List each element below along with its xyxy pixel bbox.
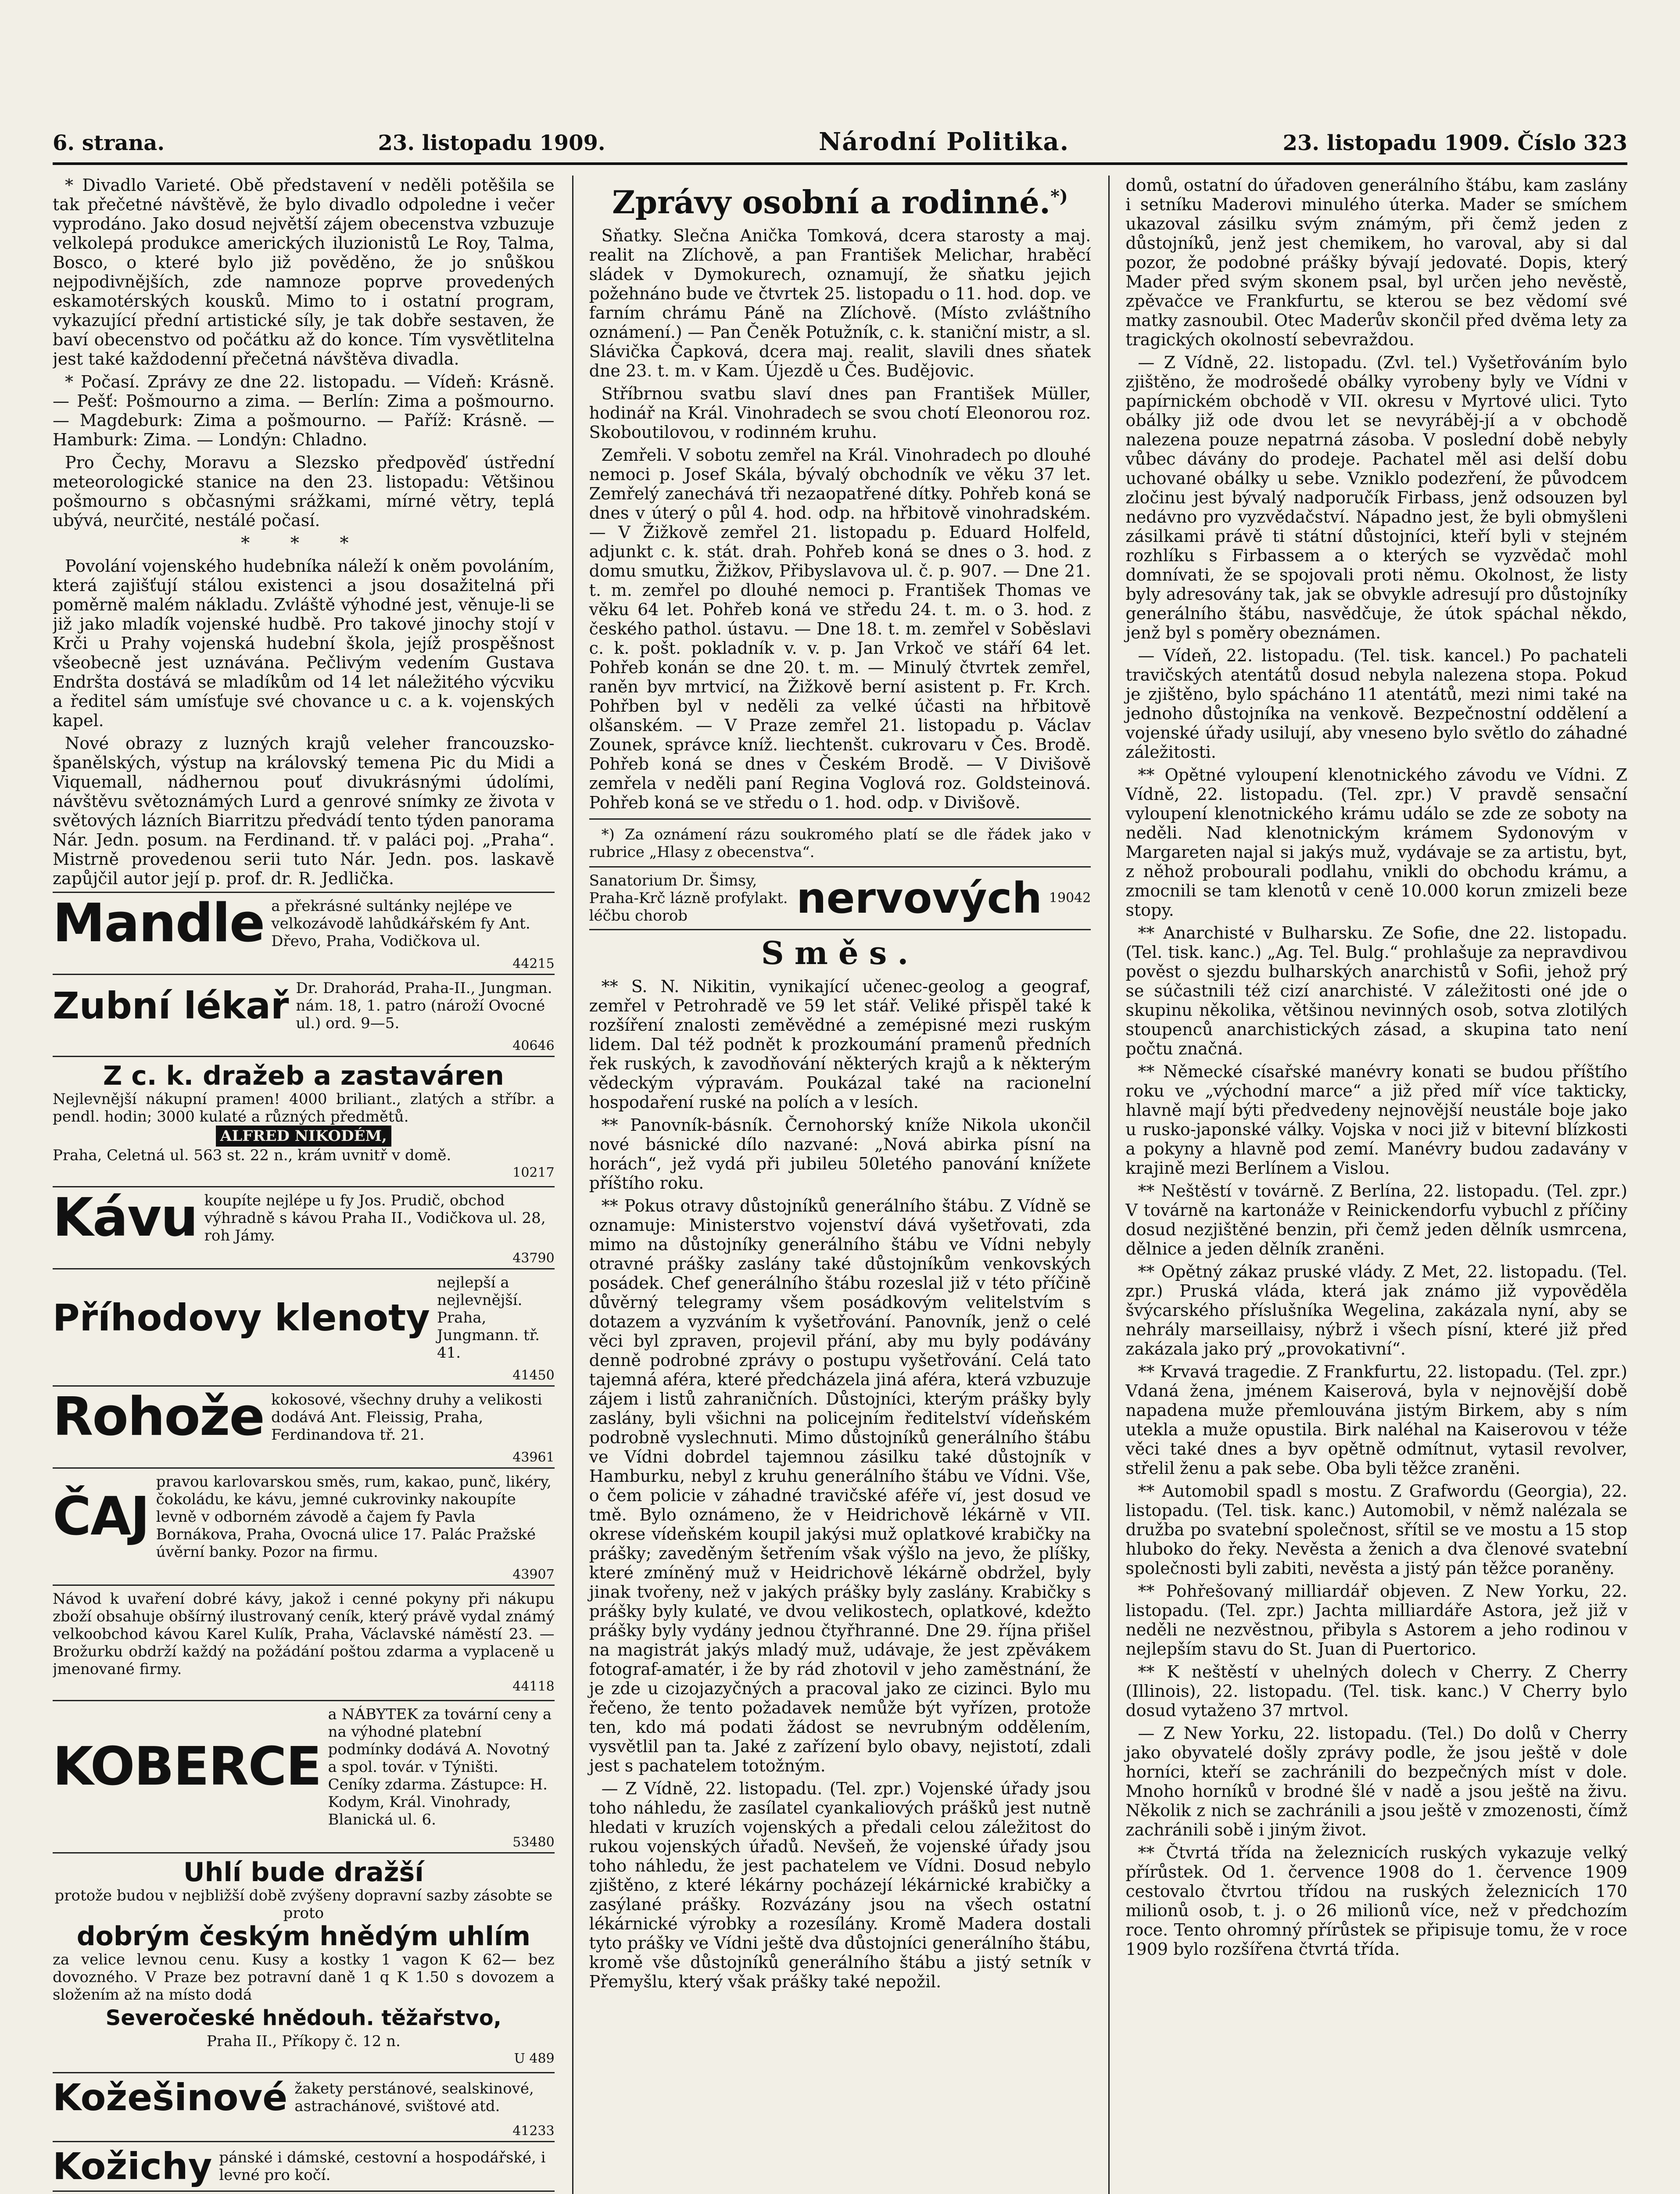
article-anarchiste: ** Anarchisté v Bulharsku. Ze Sofie, dne 22. listopadu. (Tel. tisk. kanc.) „Ag. Tel. Bulg.“ prohlašuje za nepravdivou pověst o sjezdu bulharských anarchistů v Sofii, jehož prý se súčastnili též cizí anarchisté. V záležitosti oné jde o skupinu několika, většinou nevinných osob, sotva zlotilých stoupenců anarchistických zásad, a skupina tato není počtu značná.: [1125, 923, 1628, 1058]
article-predpoved: Pro Čechy, Moravu a Slezsko předpověď ústřední meteorologické stanice na den 23. listopadu: Většinou pošmourno s občasnými srážkami, mírné větry, teplá ubývá, neurčité, nestálé počasí.: [53, 453, 555, 530]
column-2: [572, 176, 1091, 2194]
ad-uhli-heading: Uhlí bude dražší: [183, 1857, 424, 1888]
article-pachatel: — Vídeň, 22. listopadu. (Tel. tisk. kancel.) Po pachateli travičských atentátů dosud nebyla nalezena stopa. Pokud je zjištěno, bylo spácháno 11 atentátů, mezi nimi také na jednoho důstojníka na venkově. Bezpečnostní oddělení a vojenské úřady usilují, aby vneseno bylo světlo do záhadné záležitosti.: [1125, 646, 1628, 762]
ad-drazby-address: Praha, Celetná ul. 563 st. 22 n., krám uvnitř v domě.: [53, 1147, 451, 1164]
ad-sanatorium: [589, 866, 1091, 930]
column-1: [53, 176, 555, 2194]
ad-rohoze-text: kokosové, všechny druhy a velikosti dodává Ant. Fleissig, Praha, Ferdinandova tř. 21.: [271, 1391, 542, 1444]
article-pocasi: * Počasí. Zprávy ze dne 22. listopadu. — Vídeň: Krásně. — Pešť: Pošmourno a zima. — Berlín: Zima a pošmourno. — Magdeburk: Zima a pošmourno. — Paříž: Krásně. — Hamburk: Zima. — Londýn: Chladno.: [53, 372, 555, 449]
article-panovnik-basnik: ** Panovník-básník. Černohorský kníže Nikola ukončil nové básnické dílo nazvané: „Nová abirka písní na horách“, jež vydá při jubileu 50letého panování knížete příštího roku.: [589, 1115, 1091, 1193]
article-zemreli: Zemřeli. V sobotu zemřel na Král. Vinohradech po dlouhé nemoci p. Josef Skála, bývalý obchodník ve věku 37 let. Zemřelý zanechává tři nezaopatřené dítky. Pohřeb koná se dnes v úterý o půl 4. hod. odp. na hřbitově vinohradském. — V Žižkově zemřel 21. listopadu p. Eduard Holfeld, adjunkt c. k. stát. drah. Pohřeb koná se dnes o 3. hod. z domu smutku, Žižkov, Přibyslavova ul. č. p. 907. — Dne 21. t. m. zemřel po dlouhé nemoci p. František Thomas ve věku 64 let. Pohřeb koná ve středu 24. t. m. o 3. hod. z českého pathol. ústavu. — Dne 18. t. m. zemřel v Soběslavi c. k. pošt. pokladník v. v. p. Jan Vrkoč ve stáří 64 let. Pohřeb konán se dne 20. t. m. — Minulý čtvrtek zemřel, raněn byv mrtvicí, na Žižkově berní asistent p. Fr. Krch. Pohřben byl v neděli za velké účasti na hřbitově olšanském. — V Praze zemřel 21. listopadu p. Václav Zounek, správce kníž. liechtenšt. cukrovaru v Čes. Brodě. Pohřeb koná se dnes v Českém Brodě. — V Divišově zemřela v neděli paní Regina Voglová roz. Goldsteinová. Pohřeb koná se ve středu o 1. hod. odp. v Divišově.: [589, 445, 1091, 812]
ad-drazby-heading: Z c. k. dražeb a zastaváren: [103, 1061, 504, 1091]
article-ctvrta-trida: ** Čtvrtá třída na železnicích ruských vykazuje velký přírůstek. Od 1. července 1908 do 1. července 1909 cestovalo čtvrtou třídou na ruských železnicích 170 milionů osob, t. j. o 26 milionů více, než v předchozím roce. Tento ohromný přírůstek se připisuje tomu, že v roce 1909 bylo rozšířena čtvrtá třída.: [1125, 1843, 1628, 1959]
divider: [589, 818, 1091, 820]
article-milliardar: ** Pohřešovaný milliardář objeven. Z New Yorku, 22. listopadu. (Tel. zpr.) Jachta milliardáře Astora, jež již v neděli ne nezvěstnou, přibyla s Astorem a jeho rodinou v nejlepším stavu do St. Juan di Puertorico.: [1125, 1581, 1628, 1659]
ad-zubni-text: Dr. Drahorád, Praha-II., Jungman. nám. 18, 1. patro (nároží Ovocné ul.) ord. 9—5.: [296, 979, 552, 1032]
ad-kavu-text: koupíte nejlépe u fy Jos. Prudič, obchod výhradně s kávou Praha II., Vodičkova ul. 28, roh Jámy.: [204, 1192, 546, 1244]
ad-caj-title: ČAJ: [53, 1486, 149, 1547]
article-divadlo: * Divadlo Varieté. Obě představení v neděli potěšila se tak přečetné návštěvě, že bylo divadlo odpoledne i večer vyprodáno. Jako dosud největší zájem obecenstva vzbuzuje velkolepá produkce amerických iluzionistů Le Roy, Talma, Bosco, o které bylo již pověděno, že jo snůškou nejpodivnějších, zde namnoze poprve provedených eskamotérských kousků. Mimo to i ostatní program, vykazující přední artistické síly, je tak dobře sestaven, že baví obecenstvo od počátku až do konce. Tím vysvětlitelna jest také každodenní přečetná návštěva divadla.: [53, 176, 555, 369]
ad-kavu-title: Kávu: [53, 1187, 197, 1248]
ad-rohoze-title: Rohože: [53, 1387, 264, 1448]
ad-drazby-text: Nejlevnější nákupní pramen! 4000 briliant., zlatých a stříbr. a pendl. hodin; 3000 kulaté a různých předmětů.: [53, 1090, 555, 1126]
article-otrava-viden: — Z Vídně, 22. listopadu. (Tel. zpr.) Vojenské úřady jsou toho náhledu, že zasílatel cyankaliových prášků jest nutně hledati v kruzích vojenských a předali celou záležitost do rukou vojenských úřadů. Nevšeň, že vojenské úřady jsou toho náhledu, že jest pachatelem ve Vídni. Dosud nebylo zjištěno, z které lékárny pocházejí lékárnické krabičky a zasýlané prášky. Rozvázány jsou na všech ostatní lékárnické výrobky a rozesílány. Kromě Madera dostali tyto prášky ve Vídni ještě dva důstojníci generálního štábu, kromě vše důstojníků generálního štábu a jistý setník v Přemyšlu, který však prášky také nepožil.: [589, 1779, 1091, 1991]
newspaper-title: Národní Politika.: [818, 127, 1070, 156]
ad-kozichy-text: pánské i dámské, cestovní a hospodářské, i levné pro kočí.: [219, 2149, 546, 2184]
ad-koberce-title: KOBERCE: [53, 1736, 321, 1797]
column-3: [1108, 176, 1627, 2194]
ad-kavu: [53, 1186, 555, 1249]
ad-uhli-firm: Severočeské hnědouh. těžařstvo,: [105, 2006, 501, 2030]
columns: [53, 176, 1627, 2194]
ad-kozesiny: [53, 2190, 555, 2194]
ad-klenoty-text: nejlepší a nejlevnější. Praha, Jungmann. tř. 41.: [437, 1274, 540, 1362]
ad-kavu-number: 43790: [512, 1251, 555, 1266]
article-hudebnik: Povolání vojenského hudebníka náleží k oněm povoláním, která zajišťují stálou existenci a jsou dosažitelná při poměrně malém nákladu. Zvláště výhodné jest, věnuje-li se již jako mladík vojenské hudbě. Pro takové jinochy stojí v Krči u Prahy vojenská hudební škola, jejíž prospěšnost všeobecně jest uznávána. Pečlivým vedením Gustava Endršta dostává se mladíkům od 14 let náležitého výcviku a ředitel sám umísťuje své chovance u c. a k. vojenských kapel.: [53, 556, 555, 730]
ad-caj: [53, 1467, 555, 1565]
article-cherry: ** K neštěstí v uhelných dolech v Cherry. Z Cherry (Illinois), 22. listopadu. (Tel. tisk. kanc.) V Cherry bylo dosud vytaženo 37 mrtvol.: [1125, 1662, 1628, 1720]
ad-uhli: [53, 1852, 555, 2072]
ad-sanatorium-number: 19042: [1049, 890, 1091, 906]
ad-koberce-text: a NÁBYTEK za tovární ceny a na výhodné platební podmínky dodává A. Novotný a spol. továr. v Týništi. Ceníky zdarma. Zástupce: H. Kodym, Král. Vinohrady, Blanická ul. 6.: [328, 1706, 552, 1828]
ad-rohoze: [53, 1385, 555, 1448]
ad-uhli-number: U 489: [514, 2051, 555, 2066]
section-heading-osobni: [589, 179, 1091, 220]
ad-kozichy-title: Kožichy: [53, 2145, 212, 2188]
ad-sanatorium-text: Sanatorium Dr. Šimsy, Praha-Krč lázně profylakt. léčbu chorob: [589, 872, 788, 925]
ad-koberce: [53, 1700, 555, 1833]
ad-drazby-number: 10217: [512, 1165, 555, 1180]
section-heading-osobni-mark: *): [1050, 186, 1068, 207]
article-otrava: ** Pokus otravy důstojníků generálního štábu. Z Vídně se oznamuje: Ministerstvo vojenství dává vyšetřovati, zda mimo na důstojníky generálního štábu ve Vídni nebyly otravné prášky zaslány také důstojníkům venkovských posádek. Chef generálního štábu rozeslal již v této příčině důvěrný telegramy všem posádkovým velitelstvím s dotazem a vyzváním k vyšetřování. Panovník, jenž o celé věci byl zpraven, projevil přání, aby mu byly podávány denně podrobné zprávy o postupu vyšetřování. Celá tato tajemná aféra, které předcházela jiná aféra, která vzbuzuje zájem i listů zahraničních. Důstojníci, kterým prášky byly zaslány, byli všichni na policejním ředitelství vídeňském podrobně vyslechnuti. Mimo důstojníků generálního štábu ve Vídni dobrdel tajemnou zásilku také důstojník v Hamburku, nebyl z kruhu generálního štábu ve Vídni. Vše, o čem policie v záhadné travičské aféře ví, jest dosud ve tmě. Bylo oznámeno, že v Heidrichově lékárně v VII. okrese vídeňském koupil jakýsi muž oplatkové krabičky na prášky; zaveděným šetřením však výšlo na jevo, že plíšky, které zmíněný muž v Heidrichově lékárně obdržel, byly jinak tvořeny, než v jakých prášky byly zaslány. Krabičky s prášky byly kulaté, ve dvou velikostech, oplatkové, kdežto prášky byly vydány jednou čtyřhranné. Dne 29. října přišel na magistrát jakýs mladý muž, udávaje, že jest zpěvákem fotograf-amatér, i že by rád zhotovil v jeho zaměstnání, že je zde u cizojazyčných a pracoval jako ze cizinci. Bylo mu řečeno, že tento požadavek nemůže být vyřízen, protože ten, kdo má podati žádost se nevrubným oddělením, vysvětlil pan ta. Jaké z zařízení bylo obavy, nejistotí, zdali jest s pachatelem totožným.: [589, 1196, 1091, 1775]
ad-kozichy: [53, 2141, 555, 2190]
article-cherry-newyork: — Z New Yorku, 22. listopadu. (Tel.) Do dolů v Cherry jako obyvatelé došly zprávy podle, že jsou ještě v dole horníci, kteří se zachránili do bezpečných míst v dole. Mnoho horníků v brodné šlé v nadě a jsou ještě na živu. Několik z nich se zachránili a jsou ještě v zmozenosti, čímž zachránili sobě i jiným život.: [1125, 1724, 1628, 1839]
ad-mandle-text: a překrásné sultánky nejlépe ve velkozávodě lahůdkářském fy Ant. Dřevo, Praha, Vodičkova ul.: [271, 897, 530, 950]
ad-zubni-number: 40646: [512, 1038, 555, 1054]
ad-kozesinove: [53, 2072, 555, 2122]
article-nikitin: ** S. N. Nikitin, vynikající učenec-geolog a geograf, zemřel v Petrohradě ve 59 let stář. Veliké přispěl také k rozšíření znalosti zeměvědné a zemépisné mezi ruským lidem. Dal též podnět k prozkoumání pramenů předních řek ruských, k zavodňování některých krajů a k některým vědeckým výpravám. Poukázal také na racionelní hospodaření ruské na polích a v lesích.: [589, 977, 1091, 1112]
masthead: [53, 127, 1627, 165]
ad-caj-text: pravou karlovarskou směs, rum, kakao, punč, likéry, čokoládu, ke kávu, jemné cukrovinky nakoupíte levně v odborném závodě a čajem fy Pavla Bornákova, Praha, Ovocná ulice 17. Palác Pražské úvěrní banky. Pozor na firmu.: [156, 1473, 552, 1561]
ad-mandle-title: Mandle: [53, 893, 265, 954]
page-number: 6. strana.: [53, 131, 165, 155]
issue-date-left: 23. listopadu 1909.: [378, 131, 605, 155]
article-panorama: Nové obrazy z luzných krajů veleher francouzsko-španělských, výstup na královský temena Pic du Midi a Viquemall, nádhernou pouť divukrásnými údolími, návštěvu světoznámých Lurd a genrové snímky ze života v světových lázních Biarritzu předvádí tento týden panorama Nár. Jedn. posum. na Ferdinand. tř. v paláci poj. „Praha“. Mistrně provedenou serii tuto Nár. Jedn. pos. laskavě zapůjčil autor její p. prof. dr. R. Jedlička.: [53, 734, 555, 888]
ad-rohoze-number: 43961: [512, 1450, 555, 1465]
ornament-divider: * * *: [241, 533, 366, 553]
ad-mandle-number: 44215: [512, 956, 555, 972]
issue-date-right: 23. listopadu 1909. Číslo 323: [1282, 131, 1627, 155]
article-tragedie: ** Krvavá tragedie. Z Frankfurtu, 22. listopadu. (Tel. zpr.) Vdaná žena, jménem Kaiserová, byla v nejnovější době napadena muže přemlouvána jistým Birkem, aby s ním utekla a muže opustila. Birk naléhal na Kaiserovou v téže věci také dnes a byv opětně odmítnut, vytasil revolver, střelil ženu a pak sebe. Oba byli těžce zraněni.: [1125, 1362, 1628, 1478]
ad-kavy-navod: [53, 1585, 555, 1700]
article-manevry: ** Německé císařské manévry konati se budou příštího roku ve „východní marce“ a již před míř více takticky, hlavně mají býti předvedeny nejnovější neustále boje jako u rusko-japonské války. Vojska v noci již v bitevní blízkosti a pokyny a hlavně pod zemí. Manévry budou zadavány v krajině mezi Berlínem a Vislou.: [1125, 1062, 1628, 1178]
ad-klenoty-number: 41450: [512, 1368, 555, 1383]
article-obalky: — Z Vídně, 22. listopadu. (Zvl. tel.) Vyšetřováním bylo zjištěno, že modrošedé obálky vyrobeny byly ve Vídni v papírnickém obchodě v VII. okresu v Myrtové ulici. Tyto obálky již ode dvou let se nevyráběj-jí a v obchodě nalezena pouze nepatrná zásoba. V poslední době nebyly vůbec dávány do prodeje. Pachatel měl asi delší dobu uchované obálky u sebe. Vzniklo podezření, že původcem zločinu jest bývalý nadporučík Firbass, jenž odsouzen byl nedávno pro vyzvědačství. Nápadno jest, že byli obmyšleni zásilkami právě ti státní důstojníci, kteří byli v stejném rozhlíku s Firbassem a o kterých se vyzvědač mohl domnívati, že se spojovali proti němu. Okolnost, že listy byly adresovány tak, jak se obvykle adresují pro důstojníky generálního štábu, nasvědčuje, že útok spáchal někdo, jenž byl s poměry obeznámen.: [1125, 353, 1628, 642]
ad-mandle: [53, 892, 555, 954]
section-heading-osobni-text: Zprávy osobní a rodinné.: [612, 183, 1051, 221]
ad-sanatorium-title: nervových: [796, 874, 1042, 923]
article-nestesti-tovarna: ** Neštěstí v továrně. Z Berlína, 22. listopadu. (Tel. zpr.) V továrně na kartonáže v Reinickendorfu vybuchl z příčiny dosud nezjištěné benzin, při čemž jeden dělník usmrcena, dělnice a jeden dělník zraněni.: [1125, 1181, 1628, 1258]
ad-drazby: [53, 1056, 555, 1186]
ad-uhli-heading2: dobrým českým hnědým uhlím: [76, 1921, 530, 1952]
ad-uhli-line1: protože budou v nejbližší době zvýšeny dopravní sazby zásobte se proto: [54, 1887, 553, 1922]
ad-kozesinove-number: 41233: [512, 2123, 555, 2139]
ad-caj-number: 43907: [512, 1567, 555, 1582]
ad-klenoty: [53, 1268, 555, 1366]
ad-kozesinove-text: žakety perstánové, sealskinové, astrachánové, svištové atd.: [294, 2080, 534, 2115]
ad-zubni-lekar: [53, 974, 555, 1036]
ad-uhli-address: Praha II., Příkopy č. 12 n.: [206, 2033, 401, 2050]
article-continued: domů, ostatní do úřadoven generálního štábu, kam zaslány i setníku Maderovi minulého úterka. Mader se smíchem ukazoval zásilku svým známým, při čemž jeden z důstojníků, jenž jest chemikem, ho varoval, aby si dal pozor, že podobné prášky bývají jedovaté. Dopis, který Mader před svým skonem psal, byl určen jeho nevěstě, zpěvačce ve Frankfurtu, se kterou se bez vědomí své matky zasnoubil. Otec Maderův skončil před dvěma lety za tragických okolností sebevraždou.: [1125, 176, 1628, 349]
ad-uhli-text: za velice levnou cenu. Kusy a kostky 1 vagon K 62— bez dovozného. V Praze bez potravní daně 1 q K 1.50 s dovozem a složením až na místo dodá: [53, 1951, 555, 2004]
article-stribrna-svatba: Stříbrnou svatbu slaví dnes pan František Müller, hodinář na Král. Vinohradech se svou chotí Eleonorou roz. Skoboutilovou, v rodinném kruhu.: [589, 384, 1091, 442]
article-zakaz: ** Opětný zákaz pruské vlády. Z Met, 22. listopadu. (Tel. zpr.) Pruská vláda, která jak známo již vypověděla švýcarského příslušníka Wegelina, zakázala nyní, aby se nehrály marseillaisy, nýbrž i všech písní, které již před zakázala jako prý „provokativní“.: [1125, 1262, 1628, 1359]
ad-kavy-text: Návod k uvaření dobré kávy, jakož i cenné pokyny při nákupu zboží obsahuje obšírný ilustrovaný ceník, který právě vydal známý velkoobchod kávou Karel Kulík, Praha, Václavské náměstí 23. — Brožurku obdrží každý na požádání poštou zdarma a vyplaceně u jmenované firmy.: [53, 1590, 555, 1678]
ad-kavy-number: 44118: [512, 1679, 555, 1694]
footnote: *) Za oznámení rázu soukromého platí se dle řádek jako v rubrice „Hlasy z obecenstva“.: [589, 826, 1091, 861]
section-heading-smes: Směs.: [761, 934, 919, 972]
article-vyloupeni: ** Opětné vyloupení klenotnického závodu ve Vídni. Z Vídně, 22. listopadu. (Tel. zpr.) V pravdě sensační vyloupení klenotnického krámu událo se zde ze soboty na neděli. Nad klenotnickým krámem Sydonovým v Margareten najal si jakýs muž, vydávaje se za artistu, byt, z něhož probourali podlahu, vnikli do obchodu krámu, a zmocnili se tam klenotů v ceně 10.000 korun zmizeli beze stopy.: [1125, 765, 1628, 920]
article-snatky: Sňatky. Slečna Anička Tomková, dcera starosty a maj. realit na Zlíchově, a pan František Melichar, hraběcí sládek v Dymokurech, oznamují, že sňatku jejich požehnáno bude ve čtvrtek 25. listopadu o 11. hod. dop. ve farním chrámu Páně na Zlíchově. (Místo zvláštního oznámení.) — Pan Čeněk Potužník, c. k. staniční mistr, a sl. Slávička Čapková, dcera maj. realit, slavili dnes sňatek dne 23. t. m. v Kam. Újezdě u Čes. Budějovic.: [589, 226, 1091, 380]
ad-kozesinove-title: Kožešinové: [53, 2076, 288, 2119]
ad-drazby-name: ALFRED NIKODÉM,: [216, 1126, 391, 1147]
ad-zubni-title: Zubní lékař: [53, 984, 289, 1027]
ad-klenoty-title: Příhodovy klenoty: [53, 1296, 430, 1339]
ad-koberce-number: 53480: [512, 1835, 555, 1850]
article-automobil: ** Automobil spadl s mostu. Z Grafwordu (Georgia), 22. listopadu. (Tel. tisk. kanc.) Automobil, v němž nalézala se družba po svatební společnost, sřítil se ve mostu a 15 stop hluboko do řeky. Nevěsta a ženich a dva členové svatební společnosti byli zabiti, nevěsta a jistý pán těžce poraněny.: [1125, 1481, 1628, 1578]
